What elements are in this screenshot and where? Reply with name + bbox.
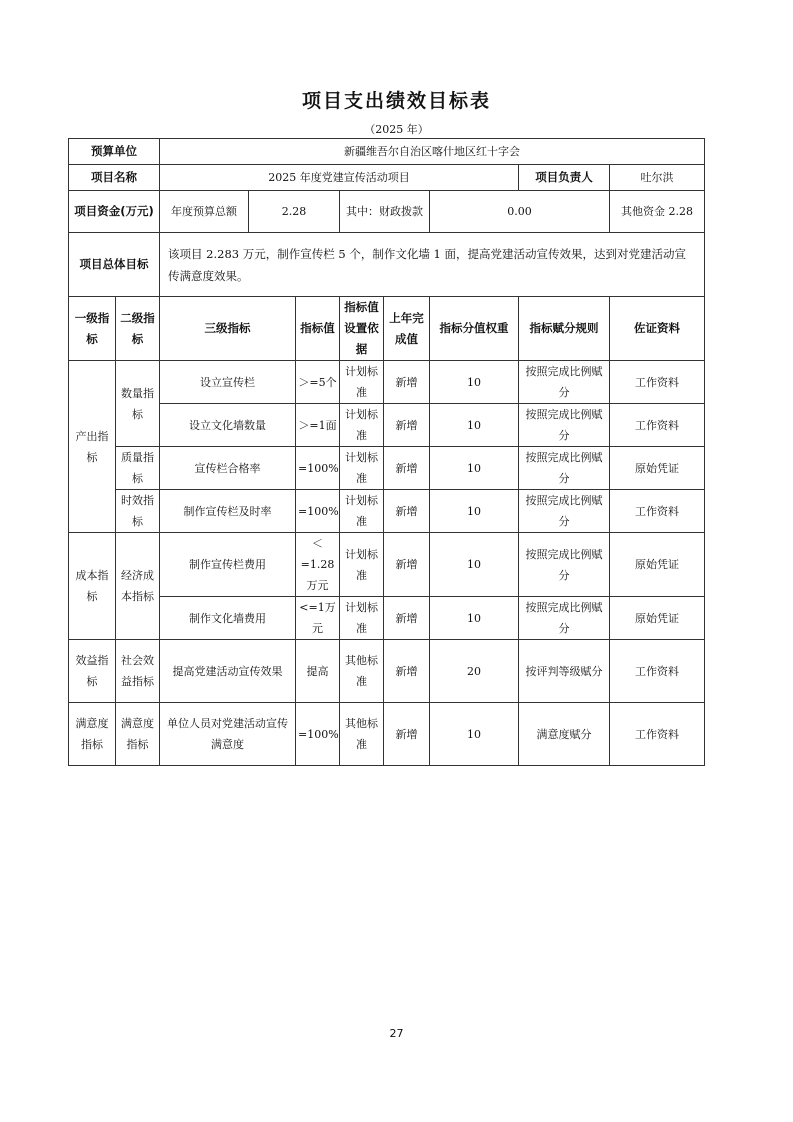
label-budget-unit: 预算单位 bbox=[69, 139, 160, 165]
cell-weight: 10 bbox=[430, 533, 519, 597]
row-budget-unit bbox=[69, 139, 705, 165]
cell-rule: 按照完成比例赋分 bbox=[519, 404, 610, 447]
cell-indicator: 单位人员对党建活动宣传满意度 bbox=[160, 703, 296, 766]
group-cost: 成本指标 bbox=[69, 533, 116, 640]
cell-value: 提高 bbox=[296, 640, 340, 703]
header-value: 指标值 bbox=[296, 297, 340, 361]
cell-indicator: 设立宣传栏 bbox=[160, 361, 296, 404]
group-output: 产出指标 bbox=[69, 361, 116, 533]
table-row bbox=[69, 703, 705, 766]
value-fiscal-appropriation: 0.00 bbox=[430, 191, 610, 233]
value-budget-unit: 新疆维吾尔自治区喀什地区红十字会 bbox=[160, 139, 705, 165]
row-project-funds bbox=[69, 191, 705, 233]
table-row bbox=[69, 404, 705, 447]
cell-basis: 计划标准 bbox=[340, 490, 384, 533]
cell-last-year: 新增 bbox=[384, 361, 430, 404]
table-row bbox=[69, 533, 705, 597]
table-row bbox=[69, 447, 705, 490]
cell-basis: 计划标准 bbox=[340, 404, 384, 447]
header-row bbox=[69, 297, 705, 361]
header-basis: 指标值设置依据 bbox=[340, 297, 384, 361]
value-annual-total: 2.28 bbox=[249, 191, 340, 233]
cell-last-year: 新增 bbox=[384, 447, 430, 490]
cell-rule: 按照完成比例赋分 bbox=[519, 533, 610, 597]
cell-indicator: 提高党建活动宣传效果 bbox=[160, 640, 296, 703]
cell-weight: 10 bbox=[430, 703, 519, 766]
cell-weight: 10 bbox=[430, 361, 519, 404]
cell-indicator: 制作文化墙费用 bbox=[160, 597, 296, 640]
other-funds-amount: 2.28 bbox=[668, 205, 693, 218]
group-satisfaction: 满意度指标 bbox=[69, 703, 116, 766]
header-level1: 一级指标 bbox=[69, 297, 116, 361]
group-social-benefit: 社会效益指标 bbox=[116, 640, 160, 703]
group-benefit: 效益指标 bbox=[69, 640, 116, 703]
cell-basis: 计划标准 bbox=[340, 597, 384, 640]
group-timeliness: 时效指标 bbox=[116, 490, 160, 533]
year-label: （2025 年） bbox=[364, 123, 429, 136]
cell-last-year: 新增 bbox=[384, 490, 430, 533]
cell-rule: 按照完成比例赋分 bbox=[519, 597, 610, 640]
value-other-funds bbox=[610, 191, 705, 233]
label-annual-total: 年度预算总额 bbox=[160, 191, 249, 233]
cell-value: ＞=5个 bbox=[296, 361, 340, 404]
cell-basis: 计划标准 bbox=[340, 361, 384, 404]
cell-value: <=1万元 bbox=[296, 597, 340, 640]
cell-indicator: 宣传栏合格率 bbox=[160, 447, 296, 490]
cell-evidence: 工作资料 bbox=[610, 640, 705, 703]
cell-evidence: 原始凭证 bbox=[610, 533, 705, 597]
cell-basis: 计划标准 bbox=[340, 533, 384, 597]
cell-basis: 计划标准 bbox=[340, 447, 384, 490]
label-project-leader: 项目负责人 bbox=[519, 165, 610, 191]
cell-rule: 按照完成比例赋分 bbox=[519, 447, 610, 490]
value-project-name: 2025 年度党建宣传活动项目 bbox=[160, 165, 519, 191]
cell-last-year: 新增 bbox=[384, 533, 430, 597]
cell-basis: 其他标准 bbox=[340, 640, 384, 703]
cell-rule: 按照完成比例赋分 bbox=[519, 361, 610, 404]
cell-rule: 按评判等级赋分 bbox=[519, 640, 610, 703]
header-evidence: 佐证资料 bbox=[610, 297, 705, 361]
cell-last-year: 新增 bbox=[384, 404, 430, 447]
table-row bbox=[69, 361, 705, 404]
row-project-name bbox=[69, 165, 705, 191]
cell-weight: 10 bbox=[430, 447, 519, 490]
label-project-funds: 项目资金(万元) bbox=[69, 191, 160, 233]
cell-weight: 10 bbox=[430, 404, 519, 447]
group-satisfaction-sub: 满意度指标 bbox=[116, 703, 160, 766]
cell-rule: 按照完成比例赋分 bbox=[519, 490, 610, 533]
header-level2: 二级指标 bbox=[116, 297, 160, 361]
group-quality: 质量指标 bbox=[116, 447, 160, 490]
cell-last-year: 新增 bbox=[384, 703, 430, 766]
cell-indicator: 设立文化墙数量 bbox=[160, 404, 296, 447]
cell-indicator: 制作宣传栏及时率 bbox=[160, 490, 296, 533]
table-row bbox=[69, 490, 705, 533]
table-row bbox=[69, 597, 705, 640]
header-rule: 指标赋分规则 bbox=[519, 297, 610, 361]
value-overall-goal: 该项目 2.283 万元，制作宣传栏 5 个，制作文化墙 1 面，提高党建活动宣传效果，达到对党建活动宣传满意度效果。 bbox=[160, 233, 705, 297]
cell-value: =100% bbox=[296, 447, 340, 490]
cell-value: ＞=1面 bbox=[296, 404, 340, 447]
performance-table bbox=[68, 138, 705, 766]
cell-evidence: 工作资料 bbox=[610, 361, 705, 404]
header-last-year: 上年完成值 bbox=[384, 297, 430, 361]
label-fiscal-appropriation: 其中：财政拨款 bbox=[340, 191, 430, 233]
label-other-funds: 其他资金 bbox=[621, 205, 665, 218]
cell-weight: 10 bbox=[430, 490, 519, 533]
group-quantity: 数量指标 bbox=[116, 361, 160, 447]
table-row bbox=[69, 640, 705, 703]
cell-value: =100% bbox=[296, 490, 340, 533]
label-project-name: 项目名称 bbox=[69, 165, 160, 191]
row-overall-goal bbox=[69, 233, 705, 297]
cell-value: ＜=1.28万元 bbox=[296, 533, 340, 597]
label-overall-goal: 项目总体目标 bbox=[69, 233, 160, 297]
cell-indicator: 制作宣传栏费用 bbox=[160, 533, 296, 597]
cell-last-year: 新增 bbox=[384, 640, 430, 703]
cell-evidence: 工作资料 bbox=[610, 490, 705, 533]
cell-evidence: 原始凭证 bbox=[610, 447, 705, 490]
cell-weight: 20 bbox=[430, 640, 519, 703]
header-level3: 三级指标 bbox=[160, 297, 296, 361]
document-title: 项目支出绩效目标表 bbox=[301, 90, 491, 112]
cell-evidence: 工作资料 bbox=[610, 404, 705, 447]
cell-weight: 10 bbox=[430, 597, 519, 640]
cell-evidence: 原始凭证 bbox=[610, 597, 705, 640]
header-weight: 指标分值权重 bbox=[430, 297, 519, 361]
cell-basis: 其他标准 bbox=[340, 703, 384, 766]
cell-value: =100% bbox=[296, 703, 340, 766]
value-project-leader: 吐尔洪 bbox=[610, 165, 705, 191]
cell-rule: 满意度赋分 bbox=[519, 703, 610, 766]
group-economic-cost: 经济成本指标 bbox=[116, 533, 160, 640]
cell-evidence: 工作资料 bbox=[610, 703, 705, 766]
page-number: 27 bbox=[389, 1027, 404, 1040]
cell-last-year: 新增 bbox=[384, 597, 430, 640]
